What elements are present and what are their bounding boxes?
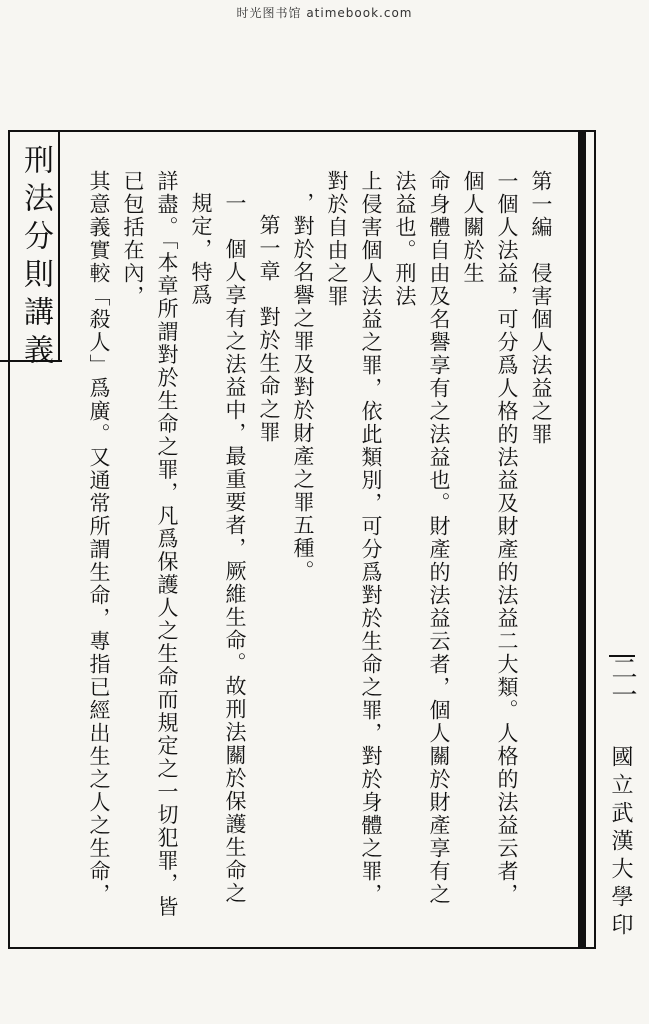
- text-column: 一個人法益，可分爲人格的法益及財產的法益二大類。人格的法益云者，個人關於生: [461, 170, 519, 906]
- margin-title-area: [8, 134, 64, 384]
- book-title: 刑法分則講義: [18, 144, 53, 372]
- text-column: ，對於名譽之罪及對於財產之罪五種。: [291, 192, 315, 583]
- text-column: 詳盡。「本章所謂對於生命之罪，凡爲保護人之生命而規定之一切犯罪，皆已包括在內，: [121, 170, 179, 919]
- frame-thick-border: [578, 130, 586, 949]
- text-column: 一 個人享有之法益中，最重要者，厥維生命。故刑法關於保護生命之規定，特爲: [189, 192, 247, 905]
- main-text: [78, 170, 558, 920]
- text-column: 命身體自由及名譽享有之法益也。財產的法益云者，個人關於財產享有之法益也。刑法: [393, 170, 451, 906]
- text-column: 其意義實較「殺人」爲廣。又通常所謂生命，專指已經出生之人之生命，: [87, 170, 111, 906]
- watermark-text: 时光图书馆 atimebook.com: [236, 6, 413, 20]
- publisher-imprint: 國立武漢大學印: [608, 745, 633, 941]
- page-number: 二一: [607, 655, 637, 707]
- text-column: 第一章 對於生命之罪: [257, 214, 281, 444]
- text-column: 第一編 侵害個人法益之罪: [529, 170, 553, 446]
- text-column: 上侵害個人法益之罪，依此類別，可分爲對於生命之罪，對於身體之罪，對於自由之罪: [325, 170, 383, 906]
- right-margin: [603, 655, 643, 1015]
